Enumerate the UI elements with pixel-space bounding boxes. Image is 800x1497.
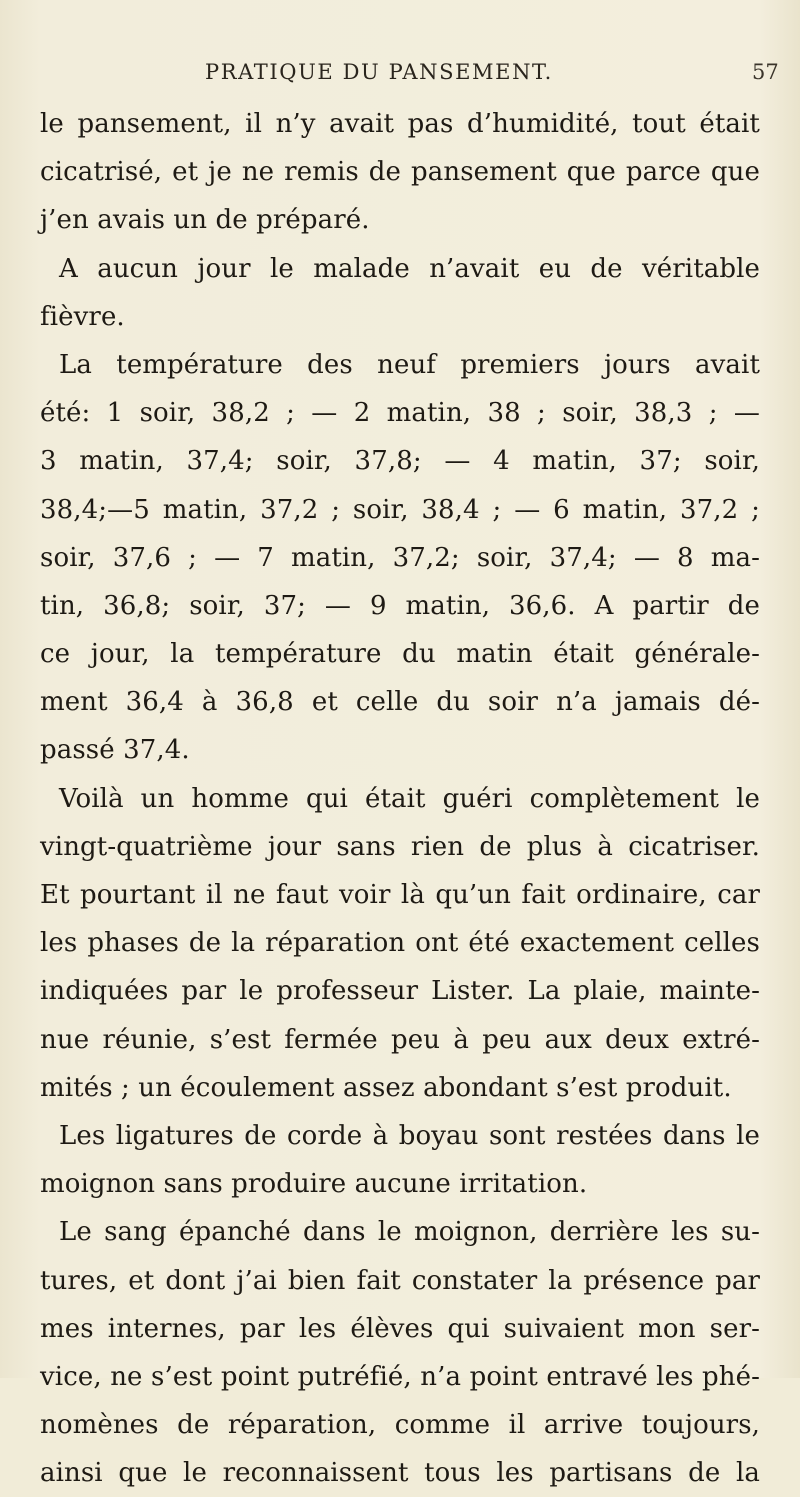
page-header (0, 60, 800, 96)
text-line: les phases de la réparation ont été exactement celles (40, 928, 760, 959)
text-line: Le sang épanché dans le moignon, derrière les su- (59, 1217, 760, 1248)
page-number: 57 (752, 60, 779, 84)
text-line: ce jour, la température du matin était générale- (40, 639, 760, 670)
text-line: ainsi que le reconnaissent tous les partisans de la (40, 1458, 760, 1489)
text-line: nomènes de réparation, comme il arrive toujours, (40, 1410, 760, 1441)
text-line: A aucun jour le malade n’avait eu de véritable (59, 253, 760, 284)
text-line: vingt-quatrième jour sans rien de plus à cicatriser. (40, 831, 760, 862)
text-line: j’en avais un de préparé. (40, 205, 370, 236)
text-line: Voilà un homme qui était guéri complètement le (59, 783, 760, 814)
text-line: fièvre. (40, 301, 125, 332)
text-line: passé 37,4. (40, 735, 190, 766)
text-line: mes internes, par les élèves qui suivaient mon ser- (40, 1313, 760, 1344)
text-line: tin, 36,8; soir, 37; — 9 matin, 36,6. A partir de (40, 590, 760, 621)
text-line: La température des neuf premiers jours avait (59, 349, 760, 380)
text-line: été: 1 soir, 38,2 ; — 2 matin, 38 ; soir, 38,3 ; — (40, 398, 760, 429)
text-line: 38,4;—5 matin, 37,2 ; soir, 38,4 ; — 6 matin, 37,2 ; (40, 494, 760, 525)
text-line: le pansement, il n’y avait pas d’humidité, tout était (40, 109, 760, 139)
text-line: cicatrisé, et je ne remis de pansement que parce que (40, 157, 760, 188)
text-line: 3 matin, 37,4; soir, 37,8; — 4 matin, 37; soir, (40, 446, 760, 477)
text-line: mités ; un écoulement assez abondant s’est produit. (40, 1072, 732, 1103)
text-line: soir, 37,6 ; — 7 matin, 37,2; soir, 37,4; — 8 ma- (40, 542, 760, 573)
text-line: Les ligatures de corde à boyau sont restées dans le (59, 1120, 760, 1151)
body-text (40, 100, 760, 1497)
text-line: ment 36,4 à 36,8 et celle du soir n’a jamais dé- (40, 687, 760, 718)
text-line: moignon sans produire aucune irritation. (40, 1169, 588, 1200)
running-title: PRATIQUE DU PANSEMENT. (205, 60, 553, 84)
text-line: tures, et dont j’ai bien fait constater la présence par (40, 1265, 760, 1296)
text-line: nue réunie, s’est fermée peu à peu aux deux extré- (40, 1024, 760, 1055)
text-line: indiquées par le professeur Lister. La plaie, mainte- (40, 976, 760, 1007)
text-line: vice, ne s’est point putréfié, n’a point entravé les phé- (40, 1361, 760, 1392)
text-line: Et pourtant il ne faut voir là qu’un fait ordinaire, car (40, 880, 760, 910)
